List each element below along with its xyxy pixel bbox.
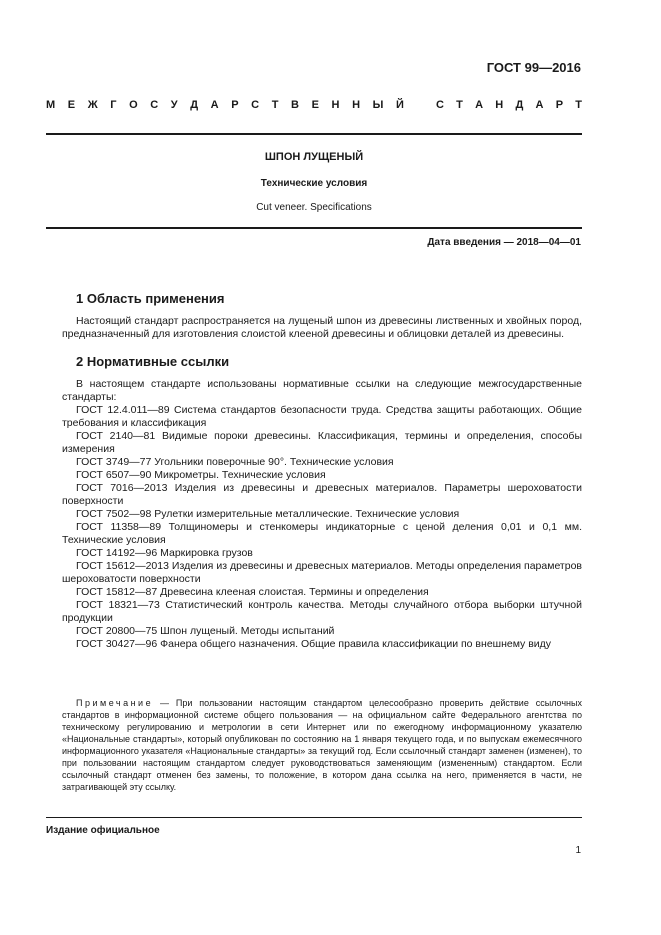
note-block bbox=[62, 697, 582, 793]
note-label: Примечание bbox=[76, 698, 154, 708]
reference-item: ГОСТ 11358—89 Толщиномеры и стенкомеры индикаторные с ценой деления 0,01 и 0,1 мм. Технические условия bbox=[62, 521, 582, 546]
reference-item: ГОСТ 14192—96 Маркировка грузов bbox=[76, 547, 253, 559]
intro-date: Дата введения — 2018—04—01 bbox=[427, 237, 581, 248]
gost-code: ГОСТ 99—2016 bbox=[486, 60, 581, 75]
reference-item: ГОСТ 3749—77 Угольники поверочные 90°. Технические условия bbox=[76, 456, 394, 468]
reference-item: ГОСТ 2140—81 Видимые пороки древесины. Классификация, термины и определения, способы измерения bbox=[62, 430, 582, 455]
reference-item: ГОСТ 30427—96 Фанера общего назначения. Общие правила классификации по внешнему виду bbox=[76, 638, 552, 650]
document-title: ШПОН ЛУЩЕНЫЙ bbox=[264, 151, 364, 163]
official-edition-label: Издание официальное bbox=[46, 825, 160, 836]
reference-item: ГОСТ 15812—87 Древесина клееная слоистая. Термины и определения bbox=[76, 586, 429, 598]
reference-item: ГОСТ 20800—75 Шпон лущеный. Методы испытаний bbox=[76, 625, 335, 637]
section-2-intro: В настоящем стандарте использованы нормативные ссылки на следующие межгосударственные стандарты: bbox=[62, 378, 582, 403]
reference-item: ГОСТ 7016—2013 Изделия из древесины и древесных материалов. Параметры шероховатости поверхности bbox=[62, 482, 582, 507]
standard-type-banner bbox=[46, 99, 582, 111]
section-1-text: Настоящий стандарт распространяется на лущеный шпон из древесины лиственных и хвойных пород, предназначенный для изготовления слоистой клееной древесины и облицовки деталей из древесины. bbox=[62, 315, 582, 340]
document-english-title: Cut veneer. Specifications bbox=[256, 202, 372, 213]
footer-divider bbox=[46, 817, 582, 818]
note-text: — При пользовании настоящим стандартом целесообразно проверить действие ссылочных стандартов в информационной системе общего пользования — на официальном сайте Федерального агентства по техническому регулированию и метрологии в сети Интернет или по ежегодному информационному указателю «Национальные стандарты», который опубликован по состоянию на 1 января текущего года, и по выпускам ежемесячного информационного указателя «Национальные стандарты» за текущий год. Если ссылочный стандарт заменен (изменен), то при пользовании настоящим стандартом следует руководствоваться заменяющим (измененным) стандартом. Если ссылочный стандарт отменен без замены, то положение, в котором дана ссылка на него, применяется в части, не затрагивающей эту ссылку. bbox=[62, 698, 582, 792]
main-content bbox=[62, 292, 582, 651]
page-number: 1 bbox=[575, 845, 581, 856]
reference-item: ГОСТ 18321—73 Статистический контроль качества. Методы случайного отбора выборки штучной продукции bbox=[62, 599, 582, 624]
header-divider bbox=[46, 133, 582, 135]
document-subtitle: Технические условия bbox=[260, 178, 368, 189]
reference-item: ГОСТ 12.4.011—89 Система стандартов безопасности труда. Средства защиты работающих. Общие требования и классификация bbox=[62, 404, 582, 429]
reference-item: ГОСТ 6507—90 Микрометры. Технические условия bbox=[76, 469, 326, 481]
reference-item: ГОСТ 15612—2013 Изделия из древесины и древесных материалов. Методы определения параметров шероховатости поверхности bbox=[62, 560, 582, 585]
title-divider bbox=[46, 227, 582, 229]
normative-references-list bbox=[62, 404, 582, 651]
section-2-heading: 2 Нормативные ссылки bbox=[76, 354, 230, 369]
standard-type-word-standard: С Т А Н Д А Р Т bbox=[436, 99, 582, 111]
reference-item: ГОСТ 7502—98 Рулетки измерительные металлические. Технические условия bbox=[76, 508, 460, 520]
section-1-heading: 1 Область применения bbox=[76, 291, 225, 306]
standard-type-word-interstate: М Е Ж Г О С У Д А Р С Т В Е Н Н Ы Й bbox=[46, 99, 404, 111]
